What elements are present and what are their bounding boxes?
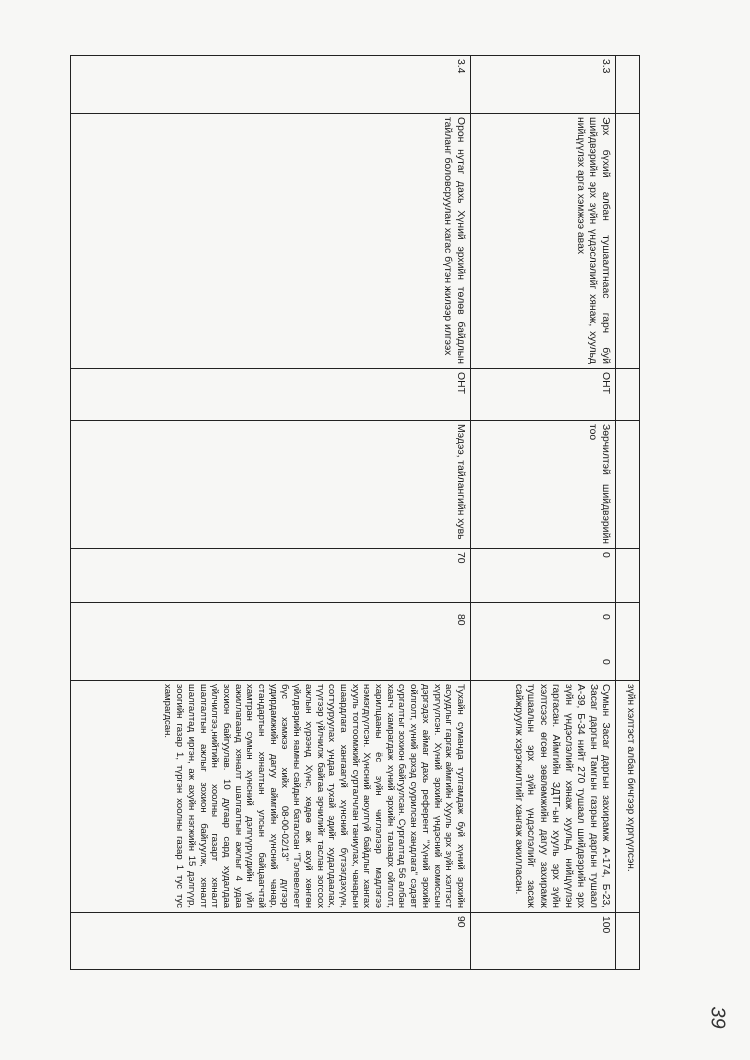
- description-text: Сумын Засаг даргын захирамж А-174, Б-23, Засаг даргын Тамгын газрын даргын тушаал А-39, Б-34 нийт 270 тушаал шийдвэрийн эрх зүйн үндэслэлийг хянаж хуульд нийцүүлэн гаргасан. Аймгийн ЗДТГ-ын хууль эрх зүйн хэлтсээс өгсөн зөвлөмжийн дагуу захирамж тушаалын эрх зүйн үндэслэлийг засаж сайжруулж хэрэгжилтийг хангаж ажилласан.: [512, 684, 611, 908]
- percent-text: 90: [455, 916, 466, 928]
- base-cell: [470, 548, 615, 610]
- goal-cell: [470, 113, 615, 368]
- goal-cell: [70, 113, 470, 368]
- unit-text: ОНТ: [455, 372, 466, 394]
- no-cell: [470, 55, 615, 113]
- percent-text: 100: [600, 916, 611, 934]
- indicator-cell: [70, 420, 470, 548]
- unit-cell: [470, 368, 615, 420]
- indicator-text: Мэдээ, тайлангийн хувь: [455, 424, 466, 540]
- indicator-text: Зөрчилтэй шийдвэрийн тоо: [587, 424, 611, 544]
- description-text: зүйн хэлтэст албан бичгээр хүргүүлсэн.: [625, 684, 636, 872]
- unit-text: ОНТ: [600, 372, 611, 394]
- indicator-cell: [470, 420, 615, 548]
- description-cell: [70, 680, 470, 912]
- description-text: Тухайн сумандa тулгамдаж буй хүний эрхийн асуудлыг гаргаж аймгийн Хууль эрх зүйн хэлтэст хүргүүлсэн. Хүний эрхийн үндэсний комиссын дэргэдэх аймаг дахь референт "Хүний эрхийн ойлголт, хүний эрхэд суурилсан хандлага" сэдэвт сургалтыг зохион байгуулсан. Сургалтад 56 албан хаагч хамрагдаж хүний эрхийн талаарх ойлголт, харилцааны ёс зүйн чиглэлээр мэдлэгээ нэмэгдүүлсэн. Хүнсний аюулгүй байдлыг хангах хууль тогтоомжийг сурталчлан таниулах, чанарын шаардлага хангаагүй хүнсний бүтээгдэхүүн, согтууруулах ундаа тухай эдийг худалдаалах, түүгээр үйлчилж байгаа эрчилийг таслан зогсоох ажлын хүрээнд Хүнс, хөдөө аж ахуй хөнгөн үйлдвэрийн яамны сайдын баталсан "Тэлевелеет бүс хэмжээ хийх 08-00-02/13" дүгээр удирдамжийн дагуу аймгийн хүнсний чанар, стандартын хяналтын улсын байцаагчтай хамтран сумын хүнсний дэлгүүрүүдийн үйл ажиллагаанд хяналт шалгалтын ажлыг 4 удаа зохион байгуулав. 10 дугаар сард худалдаа үйлчилгээ,нийтийн хоолны газарт хяналт шалгалтын ажлыг зохион байгуулж, хяналт шалгалтад иргэн, аж ахуйн нэгжийн 15 дэлгүүр, зоогийн газар 1, түргэн хоолны газар 1 тус тус хамрагдсан.: [162, 684, 466, 908]
- goal-text: Эрх бүхий албан тушаалтнаас гарч буй шийдвэрийн эрх зүйн үндэслэлийг хянаж, хуульд нийцүүлэх арга хэмжээ авах: [574, 117, 611, 364]
- base-text: 70: [455, 552, 466, 564]
- target-2019-cell: [470, 610, 615, 655]
- target-2019-cell: [70, 610, 470, 655]
- percent-cell: [470, 912, 615, 970]
- target-2019-text: 80: [455, 614, 466, 626]
- no-text: 3.4: [455, 59, 466, 74]
- no-text: 3.3: [600, 59, 611, 74]
- percent-cell: [70, 912, 470, 970]
- result-text: 0: [600, 659, 611, 665]
- target-2019-text: 0: [600, 614, 611, 620]
- document-table: [70, 55, 640, 970]
- description-cell: [615, 680, 640, 912]
- goal-text: Орон нутаг дахь Хүний эрхийн төлөв байдлын тайланг боловсруулан хагас бүтэн жилээр илгээх: [442, 117, 466, 364]
- base-cell: [70, 548, 470, 610]
- result-cell: [470, 655, 615, 680]
- no-cell: [70, 55, 470, 113]
- unit-cell: [70, 368, 470, 420]
- base-text: 0: [600, 552, 611, 558]
- description-cell: [470, 680, 615, 912]
- page-number: 39: [706, 1006, 729, 1029]
